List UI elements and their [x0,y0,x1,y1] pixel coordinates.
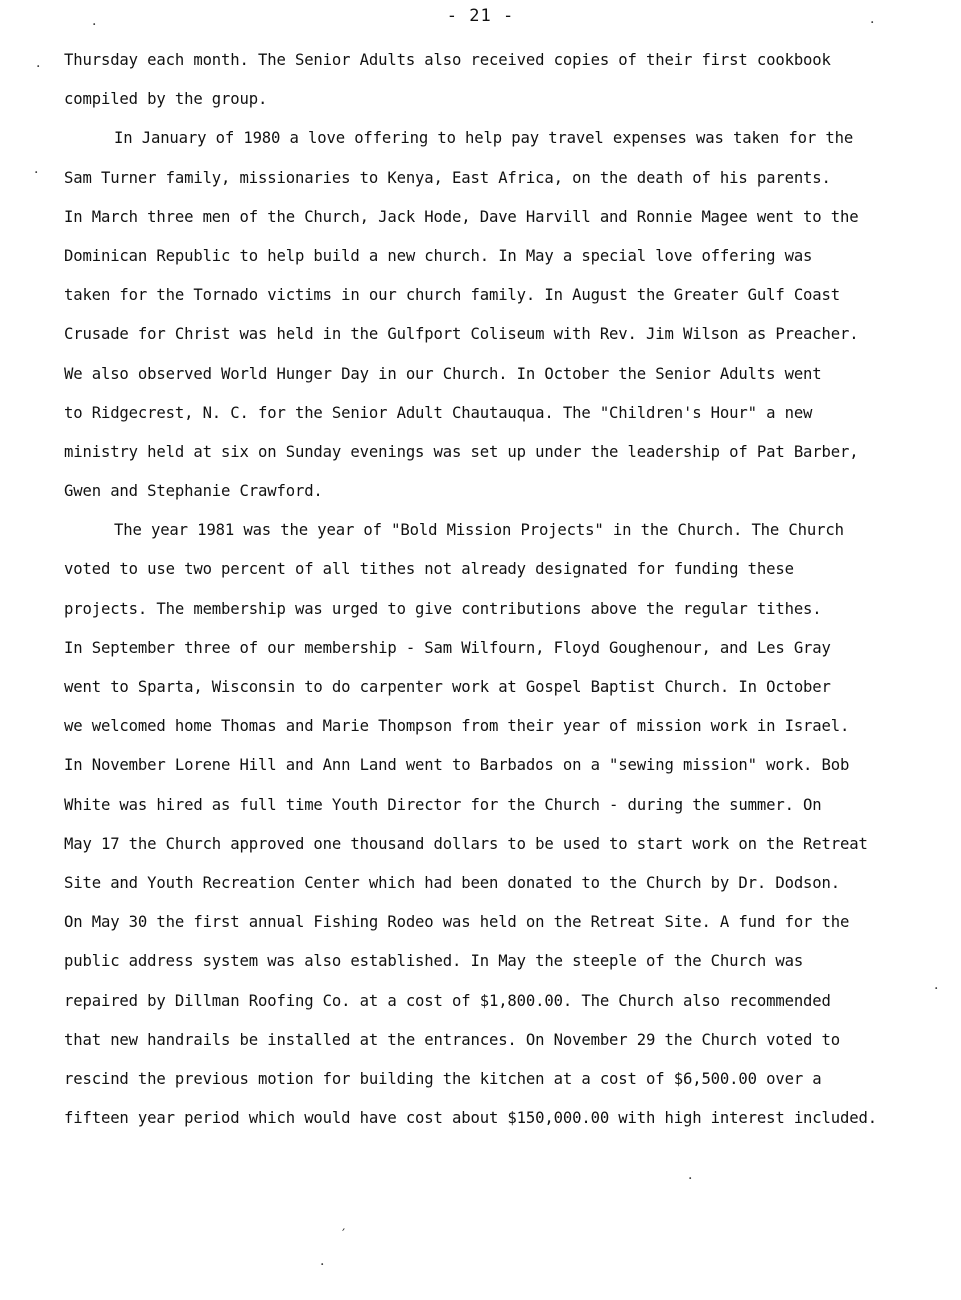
scan-mark: ′ [342,1227,346,1243]
text-line: to Ridgecrest, N. C. for the Senior Adult Chautauqua. The "Children's Hour" a new [64,403,813,422]
text-line: fifteen year period which would have cost about $150,000.00 with high interest included. [64,1109,877,1128]
scan-mark: · [934,981,939,997]
text-line: that new handrails be installed at the entrances. On November 29 the Church voted to [64,1030,841,1049]
text-line: Crusade for Christ was held in the Gulfport Coliseum with Rev. Jim Wilson as Preacher. [64,325,859,344]
text-line: On May 30 the first annual Fishing Rodeo was held on the Retreat Site. A fund for the [64,913,850,932]
text-line: repaired by Dillman Roofing Co. at a cost of $1,800.00. The Church also recommended [64,991,831,1010]
text-line: We also observed World Hunger Day in our Church. In October the Senior Adults went [64,364,822,383]
text-line: Thursday each month. The Senior Adults also received copies of their first cookbook [64,51,831,69]
text-line: May 17 the Church approved one thousand dollars to be used to start work on the Retreat [64,834,868,853]
text-line: The year 1981 was the year of "Bold Mission Projects" in the Church. The Church [114,521,844,540]
text-line: In January of 1980 a love offering to help pay travel expenses was taken for the [114,129,854,148]
text-line: White was hired as full time Youth Director for the Church - during the summer. On [64,795,822,814]
text-line: Sam Turner family, missionaries to Kenya, East Africa, on the death of his parents. [64,168,831,187]
page-number: - 21 - [446,6,515,26]
text-line: public address system was also established. In May the steeple of the Church was [64,952,804,971]
text-line: went to Sparta, Wisconsin to do carpenter work at Gospel Baptist Church. In October [64,678,831,696]
text-line: ministry held at six on Sunday evenings was set up under the leadership of Pat Barber, [64,442,859,461]
text-line: compiled by the group. [64,90,268,109]
text-line: Gwen and Stephanie Crawford. [64,482,323,501]
scan-mark: · [36,59,41,75]
scan-mark: · [34,165,39,181]
text-line: we welcomed home Thomas and Marie Thompson from their year of mission work in Israel. [64,717,850,736]
scan-mark: · [870,15,875,31]
body-text [64,41,950,1138]
scan-mark: · [320,1257,325,1273]
text-line: Site and Youth Recreation Center which had been donated to the Church by Dr. Dodson. [64,873,841,892]
scan-mark: · [688,1171,693,1187]
text-line: taken for the Tornado victims in our church family. In August the Greater Gulf Coast [64,286,841,305]
text-line: projects. The membership was urged to give contributions above the regular tithes. [64,599,822,618]
text-line: In September three of our membership - Sam Wilfourn, Floyd Goughenour, and Les Gray [64,638,831,657]
text-line: In November Lorene Hill and Ann Land went to Barbados on a "sewing mission" work. Bob [64,756,850,775]
text-line: Dominican Republic to help build a new church. In May a special love offering was [64,246,813,265]
text-line: voted to use two percent of all tithes not already designated for funding these [64,560,794,579]
scan-mark: · [92,17,97,33]
text-line: In March three men of the Church, Jack Hode, Dave Harvill and Ronnie Magee went to the [64,207,859,226]
text-line: rescind the previous motion for building the kitchen at a cost of $6,500.00 over a [64,1069,822,1088]
